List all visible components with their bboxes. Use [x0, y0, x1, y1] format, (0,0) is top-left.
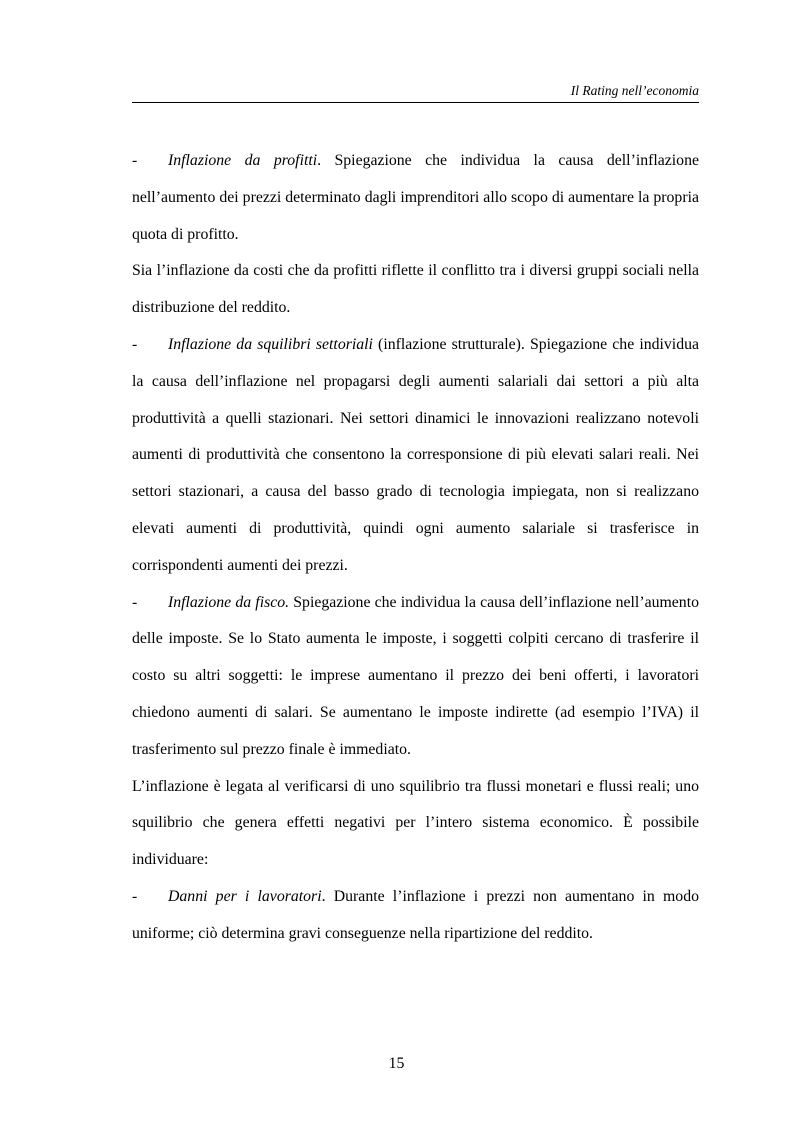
list-item-term: Inflazione da profitti [168, 152, 318, 169]
body-text [132, 143, 699, 953]
list-item-inflazione-fisco [132, 585, 699, 769]
paragraph-conflitto: Sia l’inflazione da costi che da profitti riflette il conflitto tra i diversi gruppi sociali nella distribuzione del reddito. [132, 262, 699, 317]
list-dash: - [132, 593, 138, 611]
list-item-squilibri-settoriali [132, 327, 699, 585]
list-item-text: . Spiegazione che individua la causa dell’inflazione nell’aumento dei prezzi determinato dagli imprenditori allo scopo di aumentare la propria quota di profitto. [132, 152, 699, 243]
list-item-term: Inflazione da fisco. [168, 593, 290, 611]
page-number: 15 [388, 1055, 405, 1072]
list-dash: - [132, 887, 138, 905]
list-item-term: Inflazione da squilibri settoriali [168, 335, 373, 353]
list-item-inflazione-profitti [132, 143, 699, 253]
list-dash: - [132, 335, 138, 353]
list-item-term: Danni per i lavoratori [168, 887, 322, 905]
list-item-text: (inflazione strutturale). Spiegazione che individua la causa dell’inflazione nel propagarsi degli aumenti salariali dai settori a più alta produttività a quelli stazionari. Nei settori dinamici le innovazioni realizzano notevoli aumenti di produttività che consentono la corresponsione di più elevati salari reali. Nei settori stazionari, a causa del basso grado di tecnologia impiegata, non si realizzano elevati aumenti di produttività, quindi ogni aumento salariale si trasferisce in corrispondenti aumenti dei prezzi. [132, 335, 699, 574]
list-item-text: Spiegazione che individua la causa dell’inflazione nell’aumento delle imposte. Se lo Stato aumenta le imposte, i soggetti colpiti cercano di trasferire il costo su altri soggetti: le imprese aumentano il prezzo dei beni offerti, i lavoratori chiedono aumenti di salari. Se aumentano le imposte indirette (ad esempio l’IVA) il trasferimento sul prezzo finale è immediato. [132, 593, 699, 758]
list-item-text: . Durante l’inflazione i prezzi non aumentano in modo uniforme; ciò determina gravi conseguenze nella ripartizione del reddito. [132, 887, 700, 942]
list-dash: - [132, 152, 138, 169]
page-header [132, 80, 699, 103]
list-item-danni-lavoratori [132, 879, 699, 953]
paragraph-squilibrio: L’inflazione è legata al verificarsi di uno squilibrio tra flussi monetari e flussi reali; uno squilibrio che genera effetti negativi per l’intero sistema economico. È possibile individuare: [132, 777, 699, 869]
running-title: Il Rating nell’economia [570, 83, 699, 98]
